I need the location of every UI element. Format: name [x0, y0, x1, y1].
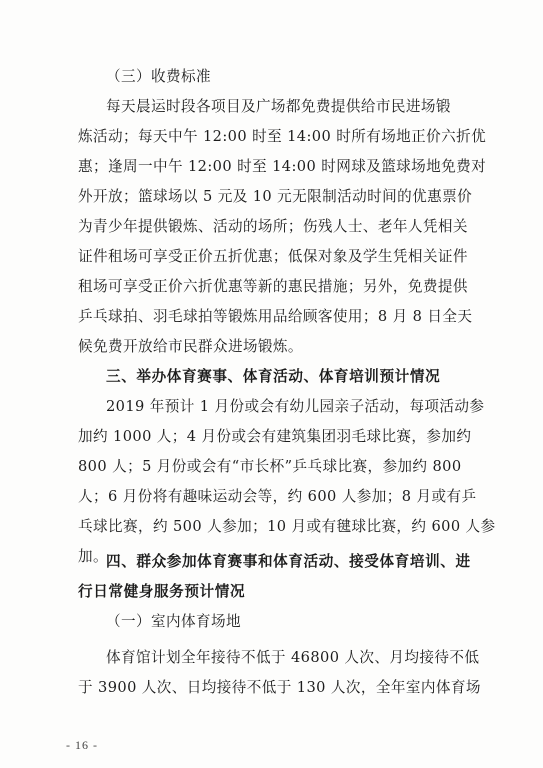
body-line: 加约 1000 人；4 月份或会有建筑集团羽毛球比赛，参加约 [78, 428, 472, 445]
body-line: 每天晨运时段各项目及广场都免费提供给市民进场锻 [106, 98, 451, 115]
fee-standard-heading: （三）收费标准 [106, 68, 211, 85]
section-three [78, 362, 496, 572]
body-line: 外开放；篮球场以 5 元及 10 元无限制活动时间的优惠票价 [78, 188, 473, 205]
body-line: 乓球比赛，约 500 人参加；10 月或有毽球比赛，约 600 人参 [78, 518, 496, 535]
body-line: 乒乓球拍、羽毛球拍等锻炼用品给顾客使用；8 月 8 日全天 [78, 308, 473, 325]
body-line: 惠；逢周一中午 12:00 时至 14:00 时网球及篮球场地免费对 [78, 158, 487, 175]
body-line: 2019 年预计 1 月份或会有幼儿园亲子活动，每项活动参 [106, 398, 485, 415]
section-four [78, 547, 481, 703]
section-four-heading-cont: 行日常健身服务预计情况 [78, 583, 246, 600]
body-line: 候免费开放给市民群众进场锻炼。 [78, 338, 303, 355]
section-four-heading: 四、群众参加体育赛事和体育活动、接受体育培训、进 [106, 553, 471, 570]
body-line: 为青少年提供锻炼、活动的场所；伤残人士、老年人凭相关 [78, 218, 468, 235]
body-line: 800 人；5 月份或会有“市长杯”乒乓球比赛，参加约 800 [78, 458, 462, 475]
body-line: 加。 [78, 548, 108, 565]
fee-standard-section [78, 62, 487, 362]
section-three-heading: 三、举办体育赛事、体育活动、体育培训预计情况 [106, 368, 441, 385]
body-line: 体育馆计划全年接待不低于 46800 人次、月均接待不低 [106, 649, 480, 666]
body-line: 人；6 月份将有趣味运动会等，约 600 人参加；8 月或有乒 [78, 488, 477, 505]
body-line: 于 3900 人次、日均接待不低于 130 人次，全年室内体育场 [78, 679, 481, 696]
indoor-venue-subheading: （一）室内体育场地 [106, 613, 241, 630]
body-line: 炼活动；每天中午 12:00 时至 14:00 时所有场地正价六折优 [78, 128, 487, 145]
body-line: 租场可享受正价六折优惠等新的惠民措施；另外，免费提供 [78, 278, 468, 295]
body-line: 证件租场可享受正价五折优惠；低保对象及学生凭相关证件 [78, 248, 468, 265]
page-number: - 16 - [66, 738, 98, 752]
